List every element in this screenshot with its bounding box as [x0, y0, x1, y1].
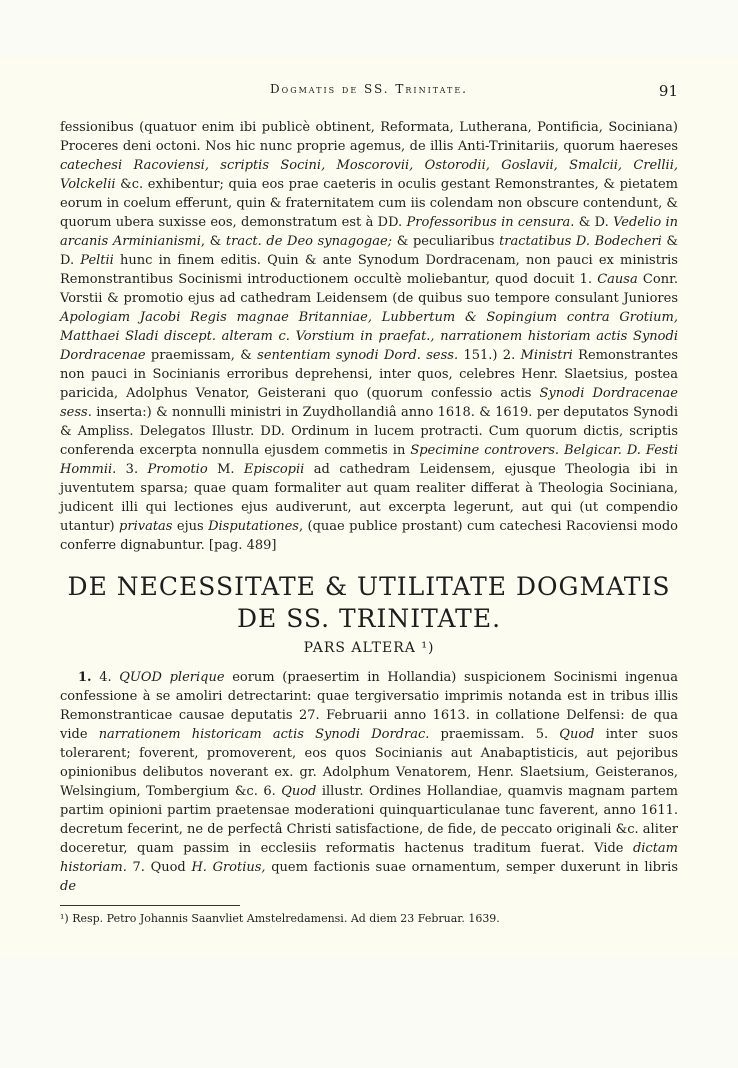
paragraph-continued: fessionibus (quatuor enim ibi publicè obtinent, Reformata, Lutherana, Pontificia, Sociniana) Proceres deni octoni. Nos hic nunc proprie agemus, de illis Anti-Trinitariis, quorum haereses catechesi Racoviensi, scriptis Socini, Moscorovii, Ostorodii, Goslavii, Smalcii, Crellii, Volckelii &c. exhibentur; quia eos prae caeteris in oculis gestant Remonstrantes, & pietatem eorum in coelum efferunt, quin & fraternitatem cum iis colendam non obscure contendunt, & quorum ubera suxisse eos, demonstratum est à DD. Professoribus in censura. & D. Vedelio in arcanis Arminianismi, & tract. de Deo synagogae; & peculiaribus tractatibus D. Bodecheri & D. Peltii hunc in finem editis. Quin & ante Synodum Dordracenam, non pauci ex ministris Remonstrantibus Socinismi introductionem occultè moliebantur, quod docuit 1. Causa Conr. Vorstii & promotio ejus ad cathedram Leidensem (de quibus suo tempore consulant Juniores Apologiam Jacobi Regis magnae Britanniae, Lubbertum & Sopingium contra Grotium, Matthaei Sladi discept. alteram c. Vorstium in praefat., narrationem historiam actis Synodi Dordracenae praemissam, & sententiam synodi Dord. sess. 151.) 2. Ministri Remonstrantes non pauci in Socinianis erroribus deprehensi, inter quos, celebres Henr. Slaetsius, postea paricida, Adolphus Venator, Geisterani quo (quorum confessio actis Synodi Dordracenae sess. inserta:) & nonnulli ministri in Zuydhollandiâ anno 1618. & 1619. per deputatos Synodi & Ampliss. Delegatos Illustr. DD. Ordinum in lucem protracti. Cum quorum dictis, scriptis conferenda excerpta nonnulla ejusdem commetis in Specimine controvers. Belgicar. D. Festi Hommii. 3. Promotio M. Episcopii ad cathedram Leidensem, ejusque Theologia ibi in juventutem sparsa; quae quam formaliter aut quam realiter differat à Theologia Sociniana, judicent illi qui lectiones ejus audiverunt, aut excerpta legerunt, aut qui (ut compendio utantur) privatas ejus Disputationes, (quae publice prostant) cum catechesi Racoviensi modo conferre dignabuntur. [pag. 489]: [60, 120, 679, 553]
running-head: Dogmatis de SS. Trinitate.: [270, 82, 468, 96]
section-title: [60, 571, 678, 635]
page-body: [60, 118, 678, 896]
footnote: ¹) Resp. Petro Johannis Saanvliet Amstelredamensi. Ad diem 23 Februar. 1639.: [60, 912, 500, 925]
page-number: 91: [658, 82, 678, 100]
section-title-line-1: DE NECESSITATE & UTILITATE DOGMATIS: [67, 572, 671, 601]
page-header: [60, 82, 678, 102]
section-title-line-2: DE SS. TRINITATE.: [236, 604, 502, 633]
section-subtitle: PARS ALTERA ¹): [303, 640, 435, 656]
paragraph-pars-altera: 1. 4. QUOD plerique eorum (praesertim in Hollandia) suspicionem Socinismi ingenua confessione à se amoliri detrectarint: quae tergiversatio imprimis notanda est in tribus illis Remonstranticae causae deputatis 27. Februarii anno 1613. in collatione Delfensi: de qua vide narrationem historicam actis Synodi Dordrac. praemissam. 5. Quod inter suos tolerarent; foverent, promoverent, eos quos Socinianis aut Anabaptisticis, aut pejoribus opinionibus delibutos noverant ex. gr. Adolphum Venatorem, Henr. Slaetsium, Geisteranos, Welsingium, Tombergium &c. 6. Quod illustr. Ordines Hollandiae, quamvis magnam partem partim opinioni partim praetensae moderationi quinquarticulanae tunc faverent, anno 1611. decretum fecerint, ne de perfectâ Christi satisfactione, de fide, de peccato originali &c. aliter doceretur, quam passim in ecclesiis reformatis hactenus traditum fuerat. Vide dictam historiam. 7. Quod H. Grotius, quem factionis suae ornamentum, semper duxerunt in libris de: [60, 670, 679, 894]
footnote-rule: [60, 905, 240, 906]
